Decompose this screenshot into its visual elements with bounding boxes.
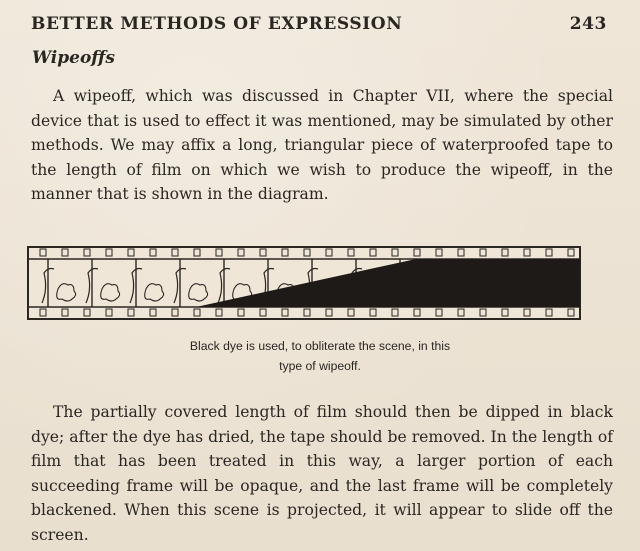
caption-line-2: type of wipeoff. [279, 359, 361, 373]
wipeoff-diagram [26, 243, 586, 323]
paragraph-2 [31, 400, 613, 547]
paragraph-2-text: The partially covered length of film should then be dipped in black dye; after the dye has dried, the tape should be removed. In the length of film that has been treated in this way, a larger portion of each succeeding frame will be opaque, and the last frame will be completely blackened. When this scene is projected, it will appear to slide off the screen. [31, 403, 613, 544]
paragraph-1 [31, 84, 613, 207]
fully-blackened-area [416, 259, 580, 307]
caption-line-1: Black dye is used, to obliterate the scene, in this [189, 339, 451, 353]
page-number: 243 [569, 14, 607, 34]
figure-caption [100, 336, 540, 376]
running-title: BETTER METHODS OF EXPRESSION [31, 14, 403, 34]
film-strip-illustration [26, 243, 586, 323]
section-title: Wipeoffs [32, 48, 115, 68]
running-header [31, 10, 611, 38]
paragraph-1-text: A wipeoff, which was discussed in Chapter VII, where the special device that is used to effect it was mentioned, may be simulated by other methods. We may affix a long, triangular piece of waterproofed tape to the length of film on which we wish to produce the wipeoff, in the manner that is shown in the diagram. [31, 87, 613, 203]
